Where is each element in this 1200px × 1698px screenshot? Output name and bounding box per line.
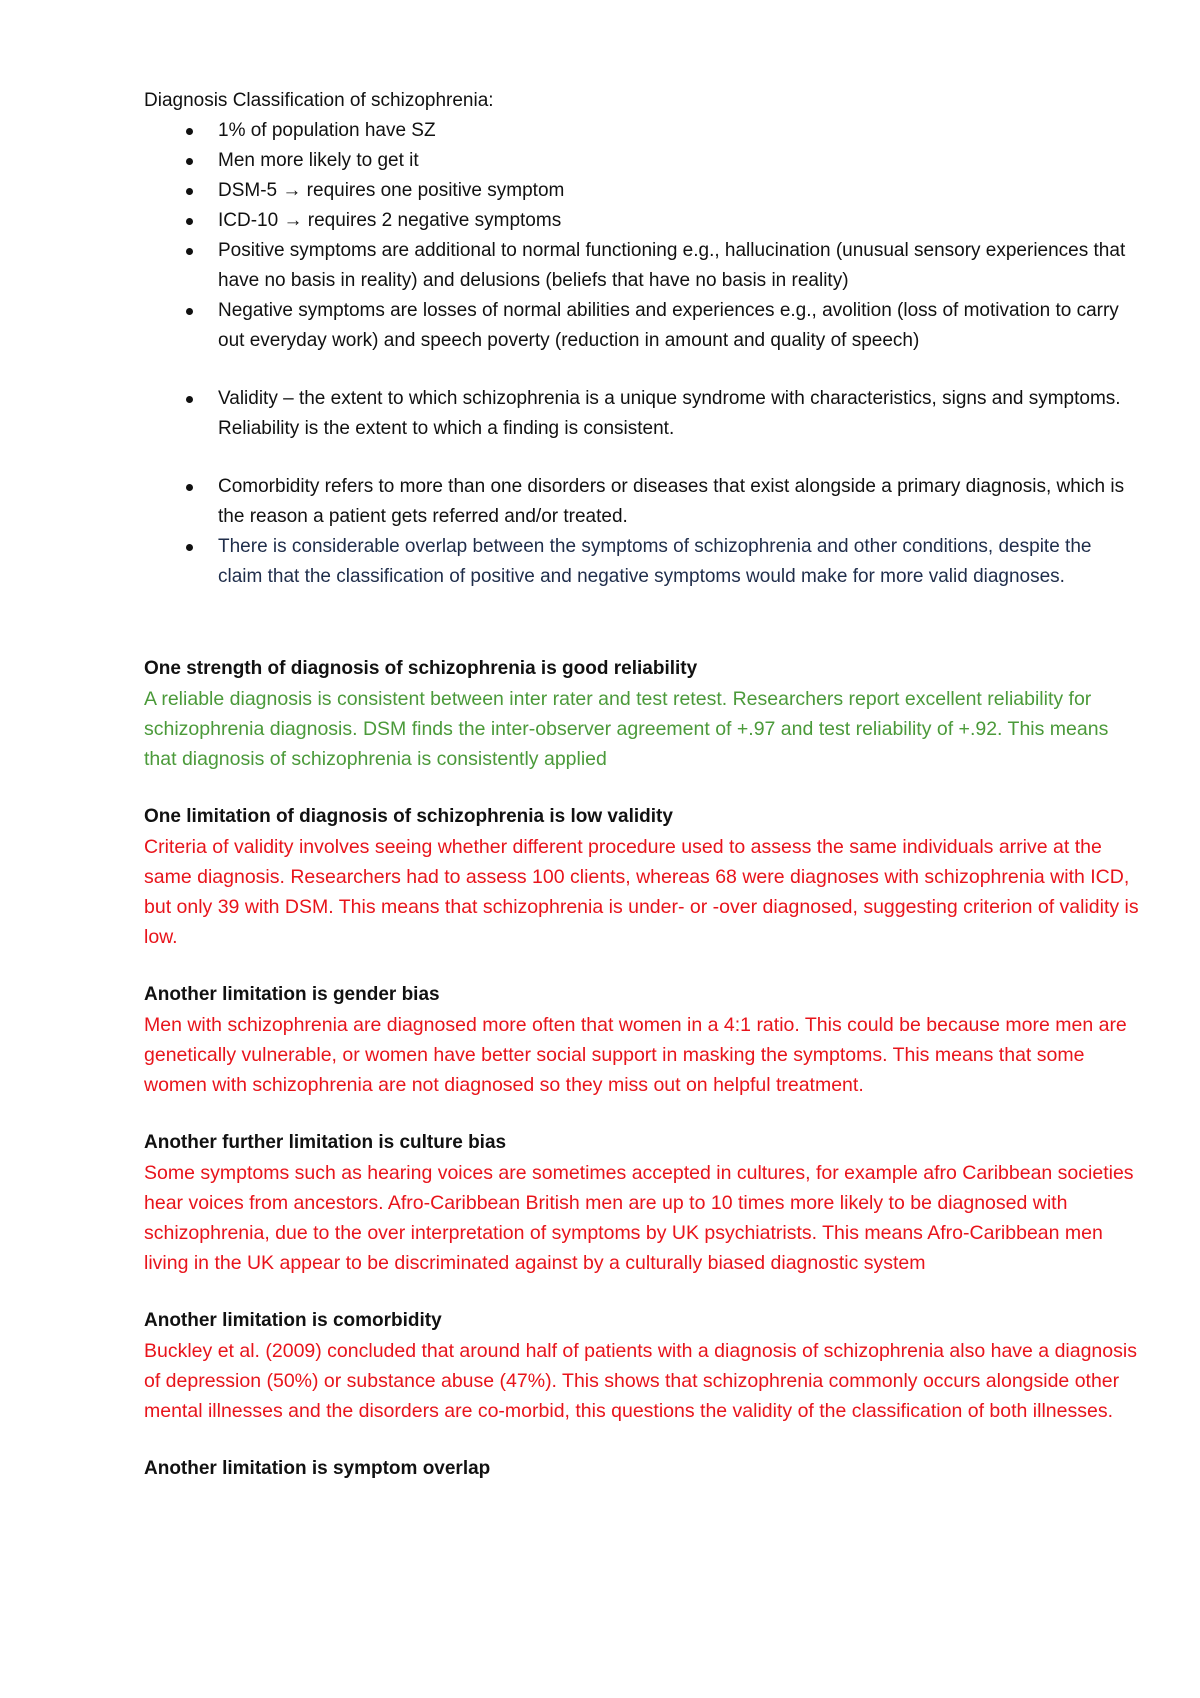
bullet-dot-icon xyxy=(186,158,193,165)
bullet-text: Positive symptoms are additional to normal functioning e.g., hallucination (unusual sensory experiences that have no basis in reality) and delusions (beliefs that have no basis in reality) xyxy=(218,240,1126,291)
evaluation-section-reliability xyxy=(144,654,1144,774)
bullet-dot-icon xyxy=(186,218,193,225)
bullet-item xyxy=(144,532,1128,592)
section-heading: One limitation of diagnosis of schizophrenia is low validity xyxy=(144,806,673,827)
bullet-dot-icon xyxy=(186,484,193,491)
bullet-item xyxy=(144,236,1128,296)
bullet-text: ICD-10 → requires 2 negative symptoms xyxy=(218,210,562,231)
bullet-text: DSM-5 → requires one positive symptom xyxy=(218,180,565,201)
bullet-item xyxy=(144,384,1128,444)
section-heading: One strength of diagnosis of schizophrenia is good reliability xyxy=(144,658,698,679)
section-body: Buckley et al. (2009) concluded that around half of patients with a diagnosis of schizophrenia also have a diagnosis of depression (50%) or substance abuse (47%). This shows that schizophrenia commonly occurs alongside other mental illnesses and the disorders are co-morbid, this questions the validity of the classification of both illnesses. xyxy=(144,1340,1137,1422)
evaluation-section-validity xyxy=(144,802,1144,952)
bullet-dot-icon xyxy=(186,308,193,315)
bullet-dot-icon xyxy=(186,248,193,255)
section-body: A reliable diagnosis is consistent between inter rater and test retest. Researchers report excellent reliability for schizophrenia diagnosis. DSM finds the inter-observer agreement of +.97 and test reliability of +.92. This means that diagnosis of schizophrenia is consistently applied xyxy=(144,688,1109,770)
evaluation-section-culture-bias xyxy=(144,1128,1144,1278)
bullet-text: Men more likely to get it xyxy=(218,150,419,171)
bullet-text: Negative symptoms are losses of normal abilities and experiences e.g., avolition (loss of motivation to carry out everyday work) and speech poverty (reduction in amount and quality of speech) xyxy=(218,300,1119,351)
bullet-dot-icon xyxy=(186,396,193,403)
bullet-item xyxy=(144,206,1128,236)
bullet-text: There is considerable overlap between the symptoms of schizophrenia and other conditions, despite the claim that the classification of positive and negative symptoms would make for more valid diagnoses. xyxy=(218,536,1092,587)
section-body: Some symptoms such as hearing voices are sometimes accepted in cultures, for example afro Caribbean societies hear voices from ancestors. Afro-Caribbean British men are up to 10 times more likely to be diagnosed with schizophrenia, due to the over interpretation of symptoms by UK psychiatrists. This means Afro-Caribbean men living in the UK appear to be discriminated against by a culturally biased diagnostic system xyxy=(144,1162,1134,1274)
bullet-item xyxy=(144,146,1128,176)
section-heading: Another limitation is gender bias xyxy=(144,984,440,1005)
summary-bullet-list xyxy=(144,116,1126,592)
evaluation-section-symptom-overlap xyxy=(144,1454,1144,1484)
bullet-text: Comorbidity refers to more than one disorders or diseases that exist alongside a primary diagnosis, which is the reason a patient gets referred and/or treated. xyxy=(218,476,1125,527)
bullet-dot-icon xyxy=(186,128,193,135)
section-heading: Another further limitation is culture bias xyxy=(144,1132,507,1153)
bullet-item xyxy=(144,176,1128,206)
bullet-dot-icon xyxy=(186,544,193,551)
bullet-item xyxy=(144,472,1128,532)
section-heading: Another limitation is comorbidity xyxy=(144,1310,442,1331)
bullet-dot-icon xyxy=(186,188,193,195)
section-body: Men with schizophrenia are diagnosed more often that women in a 4:1 ratio. This could be because more men are genetically vulnerable, or women have better social support in masking the symptoms. This means that some women with schizophrenia are not diagnosed so they miss out on helpful treatment. xyxy=(144,1014,1127,1096)
section-heading: Another limitation is symptom overlap xyxy=(144,1458,491,1479)
evaluation-section-gender-bias xyxy=(144,980,1144,1100)
bullet-item xyxy=(144,296,1128,356)
section-body: Criteria of validity involves seeing whether different procedure used to assess the same individuals arrive at the same diagnosis. Researchers had to assess 100 clients, whereas 68 were diagnoses with schizophrenia with ICD, but only 39 with DSM. This means that schizophrenia is under- or -over diagnosed, suggesting criterion of validity is low. xyxy=(144,836,1139,948)
bullet-text: Validity – the extent to which schizophrenia is a unique syndrome with characteristics, signs and symptoms. Reliability is the extent to which a finding is consistent. xyxy=(218,388,1121,439)
bullet-text: 1% of population have SZ xyxy=(218,120,436,141)
evaluation-section-comorbidity xyxy=(144,1306,1144,1426)
bullet-item xyxy=(144,116,1128,146)
document-title: Diagnosis Classification of schizophrenia: xyxy=(144,90,494,111)
